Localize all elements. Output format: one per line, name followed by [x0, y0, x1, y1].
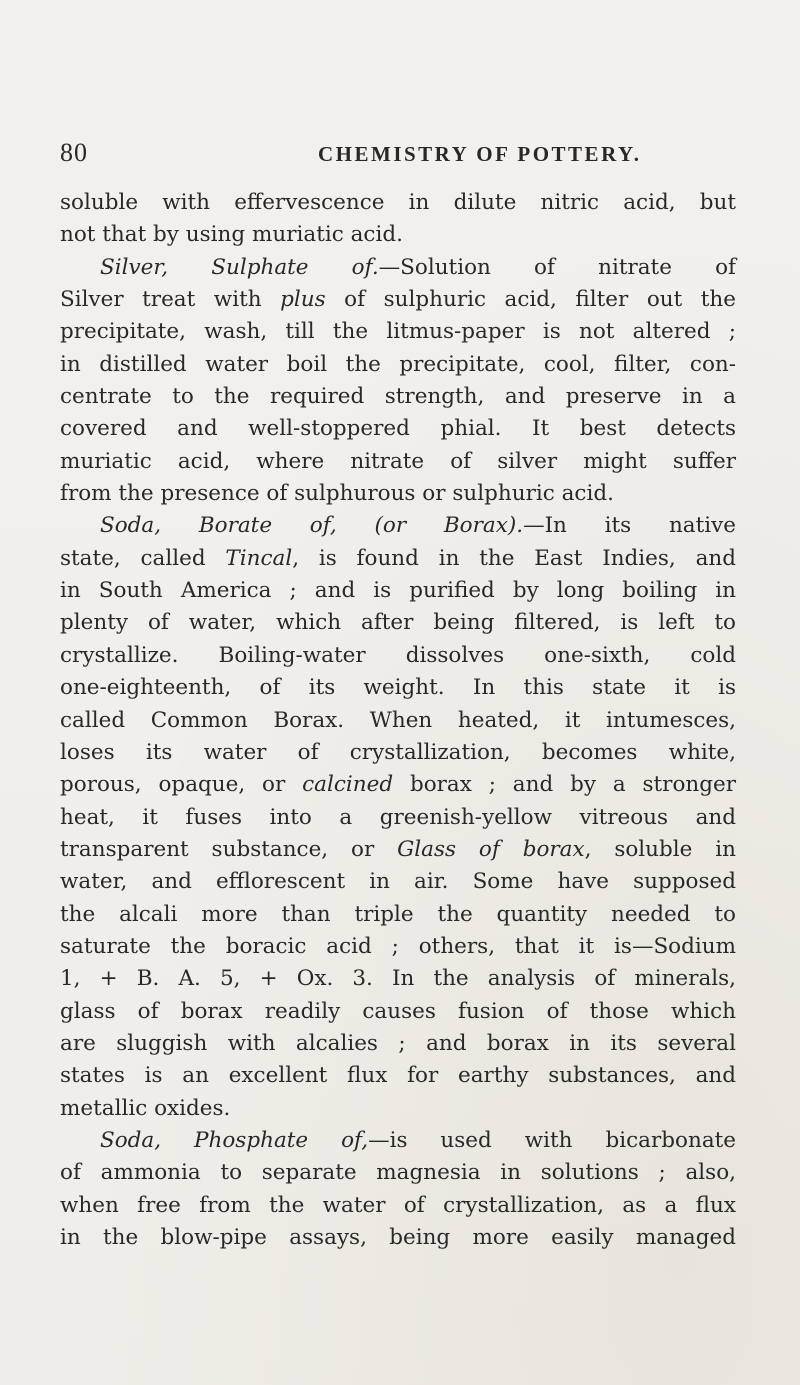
text-line — [60, 510, 736, 542]
text-segment: muriatic acid, where nitrate of silver might suffer — [60, 448, 736, 474]
text-segment: glass of borax readily causes fusion of those which — [60, 998, 736, 1024]
text-segment: transparent substance, or — [60, 836, 398, 862]
italic-text-segment: Glass of borax — [397, 836, 585, 862]
text-line — [60, 769, 736, 801]
text-segment: saturate the boracic acid ; others, that it is—Sodium — [60, 933, 736, 959]
text-segment: the alcali more than triple the quantity needed to — [60, 901, 736, 927]
text-line — [60, 349, 736, 381]
text-segment: , is found in the East Indies, and — [292, 545, 736, 571]
text-segment: in South America ; and is purified by long boiling in — [60, 578, 736, 604]
text-line — [60, 607, 736, 639]
text-segment: Silver treat with — [60, 287, 281, 313]
text-line — [60, 1222, 736, 1254]
text-line — [60, 1190, 736, 1222]
text-segment: loses its water of crystallization, becomes white, — [60, 739, 736, 765]
text-segment: metallic oxides. — [60, 1095, 231, 1121]
text-segment: when free from the water of crystallization, as a flux — [60, 1192, 736, 1218]
page-header — [60, 138, 760, 174]
text-segment: soluble with effervescence in dilute nitric acid, but — [60, 190, 736, 215]
text-line — [60, 640, 736, 672]
text-line — [60, 931, 736, 963]
text-segment: not that by using muriatic acid. — [60, 222, 403, 248]
text-line — [60, 1060, 736, 1092]
text-segment: crystallize. Boiling-water dissolves one-sixth, cold — [60, 642, 736, 668]
text-line — [60, 252, 736, 284]
italic-text-segment: plus — [280, 287, 326, 313]
page-number: 80 — [60, 138, 88, 167]
text-segment: called Common Borax. When heated, it intumesces, — [60, 707, 736, 733]
text-line — [60, 413, 736, 445]
text-segment: from the presence of sulphurous or sulphuric acid. — [60, 481, 614, 507]
text-line — [60, 1157, 736, 1189]
text-segment: , soluble in — [584, 836, 736, 862]
italic-text-segment: Silver, Sulphate of. — [100, 254, 379, 280]
text-segment: water, and efflorescent in air. Some have supposed — [60, 869, 736, 895]
text-segment: precipitate, wash, till the litmus-paper is not altered ; — [60, 319, 736, 345]
italic-text-segment: Soda, Borate of, (or Borax). — [100, 513, 524, 539]
text-line — [60, 899, 736, 931]
text-segment: are sluggish with alcalies ; and borax in its several — [60, 1030, 736, 1056]
text-line — [60, 802, 736, 834]
text-segment: in the blow-pipe assays, being more easily managed — [60, 1225, 736, 1250]
italic-text-segment: calcined — [302, 772, 394, 798]
text-segment: —is used with bicarbonate — [368, 1127, 736, 1153]
text-line — [60, 672, 736, 704]
text-segment: —In its native — [523, 513, 736, 539]
text-segment: state, called — [60, 545, 226, 571]
text-line — [60, 1028, 736, 1060]
text-segment: —Solution of nitrate of — [378, 254, 736, 280]
text-line — [60, 1125, 736, 1157]
text-line — [60, 478, 736, 510]
text-line — [60, 866, 736, 898]
text-segment: centrate to the required strength, and preserve in a — [60, 384, 736, 410]
italic-text-segment: Soda, Phosphate of, — [100, 1127, 369, 1153]
text-segment: porous, opaque, or — [60, 772, 303, 798]
text-line — [60, 963, 736, 995]
text-line — [60, 575, 736, 607]
text-line — [60, 834, 736, 866]
text-line — [60, 381, 736, 413]
running-head: CHEMISTRY OF POTTERY. — [318, 142, 642, 166]
italic-text-segment: Tincal — [225, 545, 293, 571]
text-line — [60, 219, 736, 251]
text-line — [60, 316, 736, 348]
text-segment: states is an excellent flux for earthy substances, and — [60, 1063, 736, 1089]
body-text — [60, 187, 736, 1254]
text-line — [60, 996, 736, 1028]
text-segment: borax ; and by a stronger — [393, 772, 736, 798]
text-segment: one-eighteenth, of its weight. In this state it is — [60, 675, 736, 701]
text-segment: covered and well-stoppered phial. It best detects — [60, 416, 736, 442]
text-line — [60, 187, 736, 219]
text-line — [60, 705, 736, 737]
text-segment: heat, it fuses into a greenish-yellow vitreous and — [60, 804, 736, 830]
text-line — [60, 543, 736, 575]
text-segment: plenty of water, which after being filtered, is left to — [60, 610, 736, 636]
text-segment: of sulphuric acid, filter out the — [325, 287, 736, 313]
text-segment: in distilled water boil the precipitate, cool, filter, con- — [60, 351, 736, 377]
text-line — [60, 446, 736, 478]
text-line — [60, 284, 736, 316]
text-line — [60, 737, 736, 769]
text-line — [60, 1093, 736, 1125]
text-segment: of ammonia to separate magnesia in solutions ; also, — [60, 1160, 736, 1186]
text-segment: 1, + B. A. 5, + Ox. 3. In the analysis of minerals, — [60, 966, 736, 992]
